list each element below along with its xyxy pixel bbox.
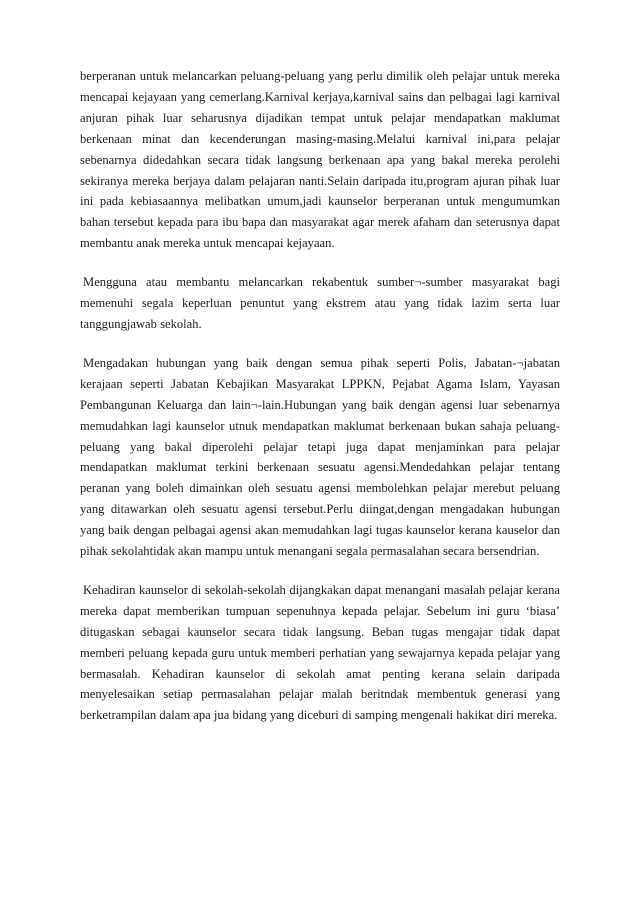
paragraph-3: Mengadakan hubungan yang baik dengan semua pihak seperti Polis, Jabatan-¬jabatan kerajaan seperti Jabatan Kebajikan Masyarakat LPPKN, Pejabat Agama Islam, Yayasan Pembangunan Keluarga dan lain¬-lain.Hubungan yang baik dengan agensi luar sebenarnya memudahkan lagi kaunselor utnuk mendapatkan maklumat berkenaan bukan sahaja peluang-peluang yang bakal diperolehi pelajar tetapi juga dapat menjaminkan para pelajar mendapatkan maklumat terkini berkenaan sesuatu agensi.Mendedahkan pelajar tentang peranan yang boleh dimainkan oleh sesuatu agensi membolehkan pelajar merebut peluang yang ditawarkan oleh sesuatu agensi tersebut.Perlu diingat,dengan mengadakan hubungan yang baik dengan pelbagai agensi akan memudahkan lagi tugas kaunselor kerana kauselor dan pihak sekolahtidak akan mampu untuk menangani segala permasalahan secara bersendrian. — [80, 355, 560, 559]
paragraph-4: Kehadiran kaunselor di sekolah-sekolah dijangkakan dapat menangani masalah pelajar kerana mereka dapat memberikan tumpuan sepenuhnya kepada pelajar. Sebelum ini guru ‘biasa’ ditugaskan sebagai kaunselor secara tidak langsung. Beban tugas mengajar tidak dapat memberi peluang kepada guru untuk memberi perhatian yang sewajarnya kepada pelajar yang bermasalah. Kehadiran kaunselor di sekolah amat penting kerana selain daripada menyelesaikan setiap permasalahan pelajar malah beritndak membentuk generasi yang berketrampilan dalam apa jua bidang yang diceburi di samping mengenali hakikat diri mereka. — [80, 582, 560, 723]
paragraph-1: berperanan untuk melancarkan peluang-peluang yang perlu dimilik oleh pelajar untuk mereka mencapai kejayaan yang cemerlang.Karnival kerjaya,karnival sains dan pelbagai lagi karnival anjuran pihak luar seharusnya dijadikan tempat untuk pelajar mendapatkan maklumat berkenaan minat dan kecenderungan masing-masing.Melalui karnival ini,para pelajar sebenarnya didedahkan secara tidak langsung berkenaan apa yang bakal mereka perolehi sekiranya mereka berjaya dalam pelajaran nanti.Selain daripada itu,program ajuran pihak luar ini pada kebiasaannya melibatkan umum,jadi kaunselor berperanan untuk mengumumkan bahan tersebut kepada para ibu bapa dan masyarakat agar merek afaham dan seterusnya dapat membantu anak mereka untuk mencapai kejayaan. — [80, 69, 560, 251]
document-body — [80, 66, 560, 744]
paragraph-2: Mengguna atau membantu melancarkan rekabentuk sumber¬-sumber masyarakat bagi memenuhi segala keperluan penuntut yang ekstrem atau yang tidak lazim serta luar tanggungjawab sekolah. — [80, 275, 560, 331]
